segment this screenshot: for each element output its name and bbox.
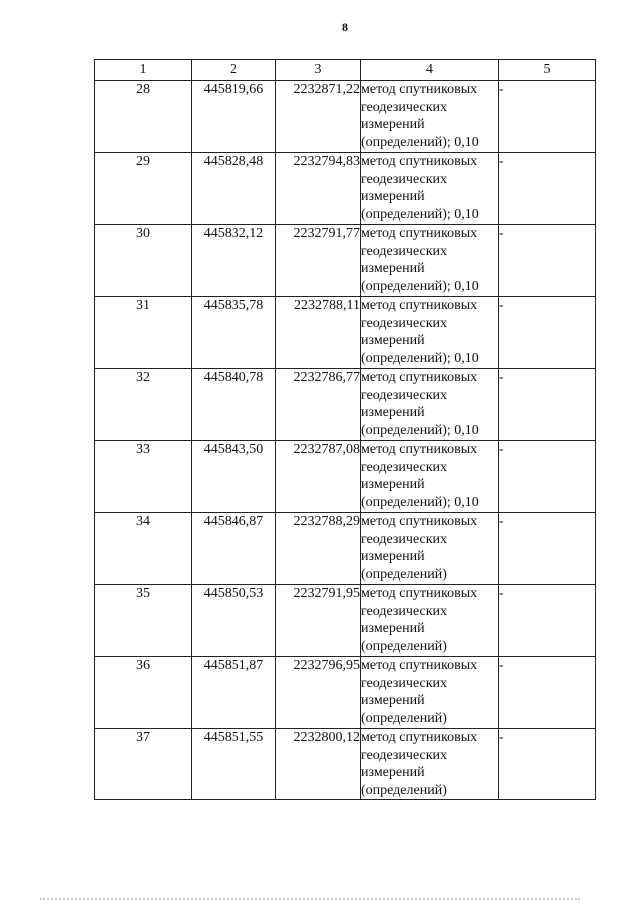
header-col-1: 1 <box>95 60 192 81</box>
note-cell: - <box>499 657 596 729</box>
point-number-cell: 37 <box>95 729 192 800</box>
y-coordinate-cell: 2232786,77 <box>276 369 361 441</box>
x-coordinate-cell: 445835,78 <box>192 297 276 369</box>
table-body <box>95 81 596 800</box>
y-coordinate-cell: 2232794,83 <box>276 153 361 225</box>
point-number-cell: 36 <box>95 657 192 729</box>
note-cell: - <box>499 513 596 585</box>
method-cell: метод спутниковых геодезических измерений (определений); 0,10 <box>361 225 499 297</box>
point-number-cell: 34 <box>95 513 192 585</box>
y-coordinate-cell: 2232871,22 <box>276 81 361 153</box>
table-row <box>95 297 596 369</box>
point-number-cell: 33 <box>95 441 192 513</box>
header-col-3: 3 <box>276 60 361 81</box>
y-coordinate-cell: 2232800,12 <box>276 729 361 800</box>
point-number-cell: 31 <box>95 297 192 369</box>
x-coordinate-cell: 445846,87 <box>192 513 276 585</box>
point-number-cell: 35 <box>95 585 192 657</box>
point-number-cell: 28 <box>95 81 192 153</box>
x-coordinate-cell: 445840,78 <box>192 369 276 441</box>
x-coordinate-cell: 445819,66 <box>192 81 276 153</box>
point-number-cell: 29 <box>95 153 192 225</box>
header-col-4: 4 <box>361 60 499 81</box>
method-cell: метод спутниковых геодезических измерений (определений) <box>361 585 499 657</box>
table-row <box>95 585 596 657</box>
y-coordinate-cell: 2232791,77 <box>276 225 361 297</box>
y-coordinate-cell: 2232796,95 <box>276 657 361 729</box>
x-coordinate-cell: 445851,87 <box>192 657 276 729</box>
note-cell: - <box>499 585 596 657</box>
note-cell: - <box>499 369 596 441</box>
y-coordinate-cell: 2232791,95 <box>276 585 361 657</box>
table-row <box>95 369 596 441</box>
method-cell: метод спутниковых геодезических измерений (определений) <box>361 513 499 585</box>
header-col-2: 2 <box>192 60 276 81</box>
note-cell: - <box>499 729 596 800</box>
x-coordinate-cell: 445850,53 <box>192 585 276 657</box>
table-row <box>95 441 596 513</box>
table-row <box>95 657 596 729</box>
x-coordinate-cell: 445832,12 <box>192 225 276 297</box>
table-row <box>95 225 596 297</box>
method-cell: метод спутниковых геодезических измерений (определений); 0,10 <box>361 369 499 441</box>
note-cell: - <box>499 153 596 225</box>
x-coordinate-cell: 445851,55 <box>192 729 276 800</box>
table-header <box>95 60 596 81</box>
y-coordinate-cell: 2232788,29 <box>276 513 361 585</box>
table-header-row <box>95 60 596 81</box>
method-cell: метод спутниковых геодезических измерений (определений); 0,10 <box>361 153 499 225</box>
method-cell: метод спутниковых геодезических измерений (определений) <box>361 729 499 800</box>
note-cell: - <box>499 441 596 513</box>
method-cell: метод спутниковых геодезических измерений (определений); 0,10 <box>361 297 499 369</box>
note-cell: - <box>499 225 596 297</box>
y-coordinate-cell: 2232788,11 <box>276 297 361 369</box>
x-coordinate-cell: 445843,50 <box>192 441 276 513</box>
table-row <box>95 153 596 225</box>
method-cell: метод спутниковых геодезических измерений (определений); 0,10 <box>361 81 499 153</box>
y-coordinate-cell: 2232787,08 <box>276 441 361 513</box>
note-cell: - <box>499 81 596 153</box>
point-number-cell: 30 <box>95 225 192 297</box>
point-number-cell: 32 <box>95 369 192 441</box>
method-cell: метод спутниковых геодезических измерений (определений); 0,10 <box>361 441 499 513</box>
coordinates-table <box>94 59 596 800</box>
method-cell: метод спутниковых геодезических измерений (определений) <box>361 657 499 729</box>
note-cell: - <box>499 297 596 369</box>
table-row <box>95 513 596 585</box>
table-row <box>95 81 596 153</box>
page-number: 8 <box>342 20 348 34</box>
x-coordinate-cell: 445828,48 <box>192 153 276 225</box>
table-row <box>95 729 596 800</box>
header-col-5: 5 <box>499 60 596 81</box>
